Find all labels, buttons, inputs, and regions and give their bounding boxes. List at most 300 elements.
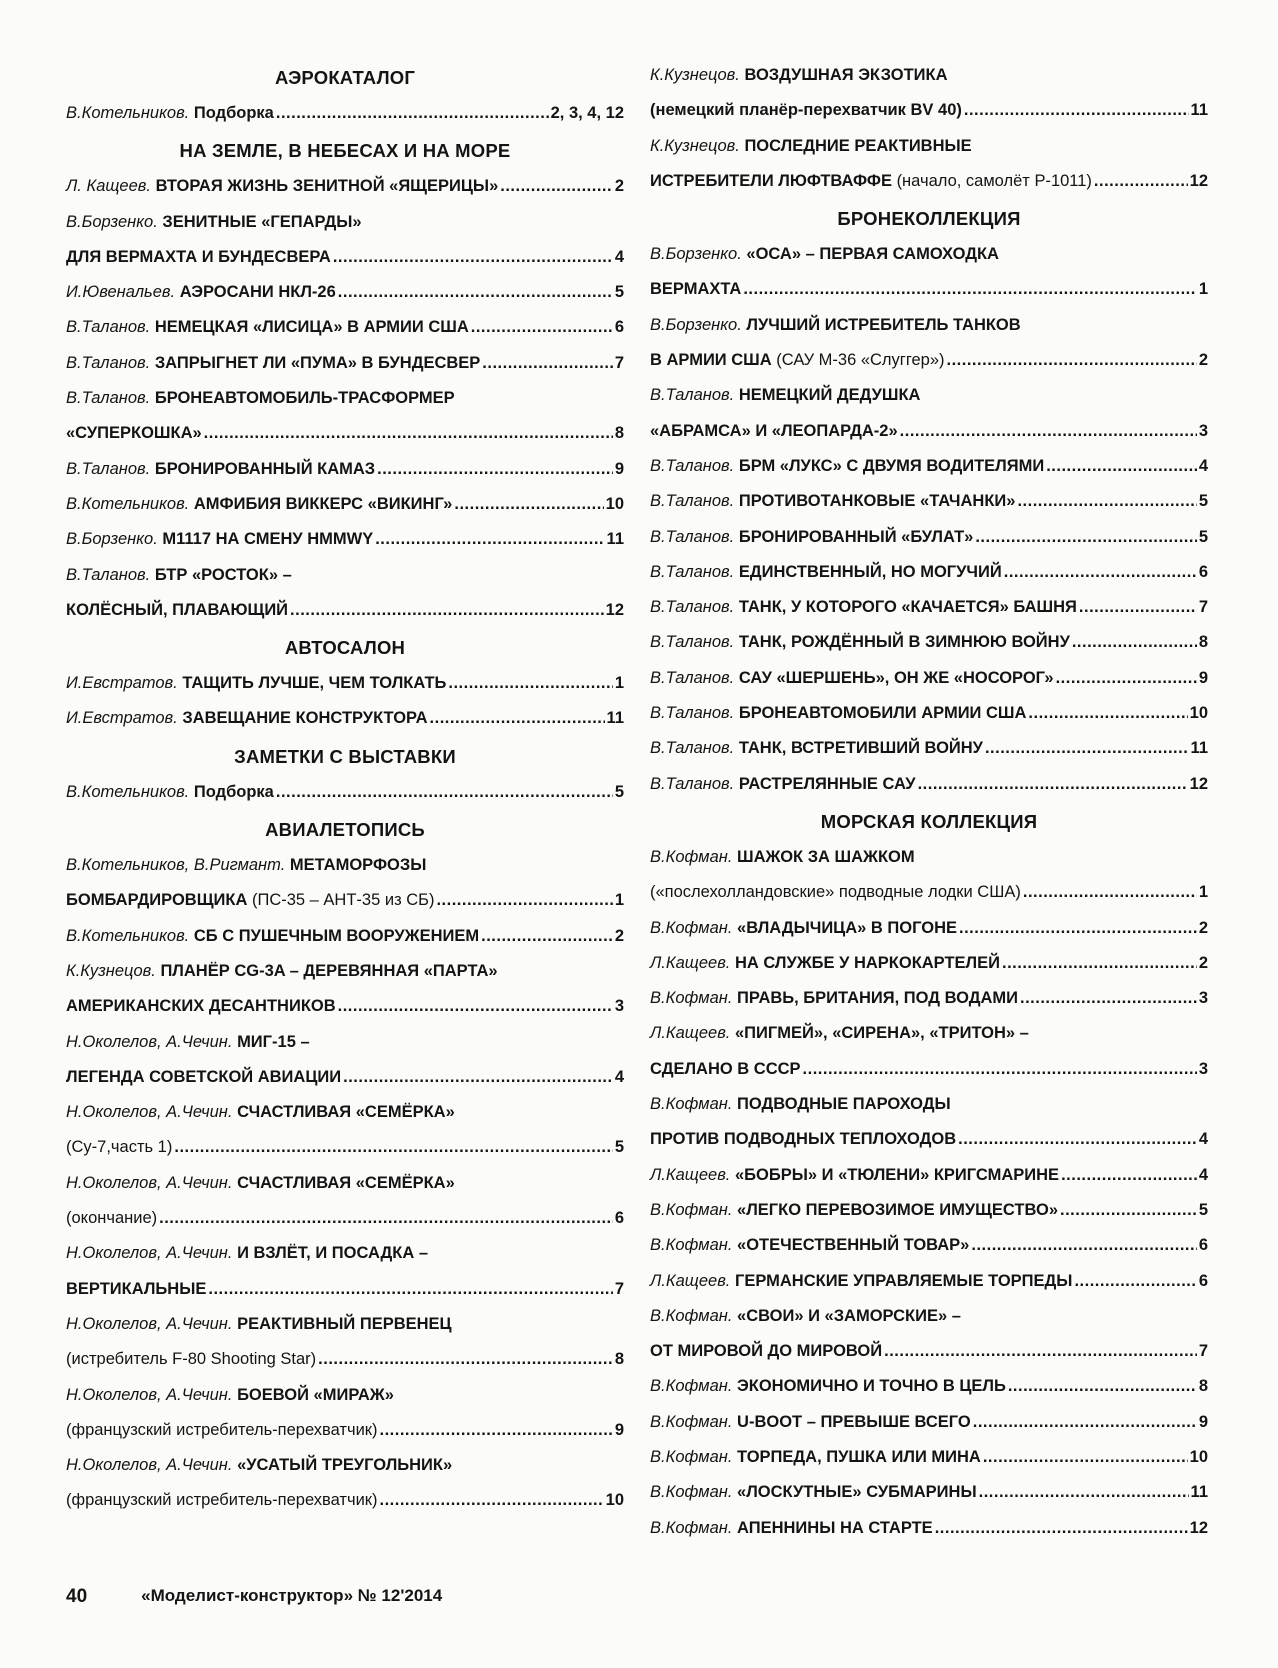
entry-title: БРМ «ЛУКС» С ДВУМЯ ВОДИТЕЛЯМИ [738, 456, 1045, 475]
dot-leader [958, 1122, 1197, 1157]
entry-page-number: 10 [1189, 1447, 1208, 1466]
entry-author: В.Таланов. [650, 704, 735, 723]
entry-title: «ОТЕЧЕСТВЕННЫЙ ТОВАР» [737, 1236, 970, 1255]
entry-page-number: 5 [1198, 492, 1208, 511]
entry-author: В.Таланов. [66, 459, 151, 478]
entry-title: БРОНЕАВТОМОБИЛИ АРМИИ США [738, 704, 1027, 723]
entry-title: ПРАВЬ, БРИТАНИЯ, ПОД ВОДАМИ [737, 989, 1018, 1008]
entry-title: «ПИГМЕЙ», «СИРЕНА», «ТРИТОН» – [734, 1024, 1029, 1043]
entry-title: БОМБАРДИРОВЩИКА [66, 891, 248, 910]
entry-author: В.Кофман. [650, 1447, 733, 1466]
dot-leader [454, 487, 603, 522]
footer-page-number: 40 [66, 1586, 88, 1607]
toc-entry [650, 555, 1208, 590]
toc-entry [650, 1264, 1208, 1299]
entry-title: ПОСЛЕДНИЕ РЕАКТИВНЫЕ [744, 136, 972, 155]
dot-leader [430, 701, 605, 736]
entry-page-number: 6 [614, 1209, 624, 1228]
entry-author: В.Борзенко. [66, 530, 158, 549]
entry-title: БОЕВОЙ «МИРАЖ» [237, 1385, 394, 1404]
toc-entry [650, 343, 1208, 378]
dot-leader [1008, 1369, 1197, 1404]
toc-entry [66, 169, 624, 204]
entry-title: СБ С ПУШЕЧНЫМ ВООРУЖЕНИЕМ [193, 926, 480, 945]
entry-title: ПРОТИВ ПОДВОДНЫХ ТЕПЛОХОДОВ [650, 1130, 957, 1149]
entry-note: (САУ М-36 «Слуггер») [776, 351, 945, 370]
entry-page-number: 7 [614, 353, 624, 372]
section-heading: АВИАЛЕТОПИСЬ [265, 819, 425, 841]
toc-entry [650, 911, 1208, 946]
entry-title: ПЛАНЁР CG-3A – ДЕРЕВЯННАЯ «ПАРТА» [160, 961, 498, 980]
entry-author: В.Борзенко. [650, 315, 742, 334]
toc-entry [66, 883, 624, 918]
entry-title: ЗЕНИТНЫЕ «ГЕПАРДЫ» [162, 212, 362, 231]
entry-page-number: 1 [614, 891, 624, 910]
entry-author: В.Кофман. [650, 1377, 733, 1396]
entry-page-number: 2 [614, 177, 624, 196]
entry-page-number: 2, 3, 4, 12 [550, 104, 624, 122]
toc-entry [66, 381, 624, 416]
entry-note: (истребитель F-80 Shooting Star) [66, 1350, 317, 1369]
entry-page-number: 2 [614, 926, 624, 945]
toc-entry [66, 1307, 624, 1342]
entry-page-number: 5 [1198, 1200, 1208, 1219]
toc-entry [650, 414, 1208, 449]
toc-entry [66, 1201, 624, 1236]
entry-title: «ЛЕГКО ПЕРЕВОЗИМОЕ ИМУЩЕСТВО» [737, 1200, 1058, 1219]
entry-title: M1117 НА СМЕНУ HMMWY [162, 530, 374, 549]
entry-title: ВЕРМАХТА [650, 280, 742, 299]
entry-title: ЛЕГЕНДА СОВЕТСКОЙ АВИАЦИИ [66, 1067, 342, 1086]
entry-title: СЧАСТЛИВАЯ «СЕМЁРКА» [237, 1173, 455, 1192]
entry-page-number: 10 [605, 494, 624, 513]
dot-leader [338, 989, 613, 1024]
entry-page-number: 12 [605, 600, 624, 619]
dot-leader [1072, 625, 1197, 660]
entry-title: ВЕРТИКАЛЬНЫЕ [66, 1279, 207, 1298]
dot-leader [174, 1130, 612, 1165]
toc-entry [66, 558, 624, 593]
entry-author: В.Таланов. [650, 774, 735, 793]
entry-author: В.Кофман. [650, 847, 733, 866]
dot-leader [971, 1228, 1196, 1263]
entry-title: МИГ-15 – [237, 1032, 310, 1051]
entry-author: В.Котельников. [66, 494, 190, 513]
entry-page-number: 5 [614, 283, 624, 302]
toc-entry [66, 1342, 624, 1377]
entry-author: В.Котельников. [66, 782, 190, 801]
entry-author: В.Таланов. [66, 565, 151, 584]
toc-entry [66, 775, 624, 810]
entry-title: ЛУЧШИЙ ИСТРЕБИТЕЛЬ ТАНКОВ [746, 315, 1021, 334]
entry-author: В.Кофман. [650, 1306, 733, 1325]
toc-entry [66, 1025, 624, 1060]
entry-note: (ПС-35 – АНТ-35 из СБ) [251, 891, 435, 910]
toc-entry [650, 1016, 1208, 1051]
entry-page-number: 9 [614, 459, 624, 478]
toc-entry [650, 1228, 1208, 1263]
dot-leader [1017, 484, 1196, 519]
toc-entry [66, 452, 624, 487]
entry-author: И.Евстратов. [66, 674, 178, 693]
entry-author: Н.Околелов, А.Чечин. [66, 1314, 233, 1333]
entry-author: Н.Околелов, А.Чечин. [66, 1385, 233, 1404]
entry-title: СДЕЛАНО В СССР [650, 1059, 801, 1078]
entry-author: В.Кофман. [650, 1412, 733, 1431]
toc-entry [66, 205, 624, 240]
entry-author: В.Таланов. [650, 562, 735, 581]
entry-title: ТОРПЕДА, ПУШКА ИЛИ МИНА [737, 1447, 981, 1466]
entry-title: БРОНИРОВАННЫЙ КАМАЗ [154, 459, 376, 478]
toc-entry [66, 666, 624, 701]
dot-leader [204, 416, 613, 451]
toc-entry [650, 308, 1208, 343]
dot-leader [318, 1342, 613, 1377]
entry-page-number: 4 [1198, 1130, 1208, 1149]
entry-page-number: 8 [1198, 1377, 1208, 1396]
entry-author: И.Евстратов. [66, 709, 178, 728]
entry-page-number: 5 [1198, 527, 1208, 546]
toc-entry [650, 58, 1208, 93]
entry-title: «АБРАМСА» И «ЛЕОПАРДА-2» [650, 421, 898, 440]
dot-leader [979, 1475, 1189, 1510]
toc-entry [66, 1236, 624, 1271]
entry-title: ТАНК, РОЖДЁННЫЙ В ЗИМНЮЮ ВОЙНУ [738, 633, 1070, 652]
toc-entry [66, 487, 624, 522]
entry-title: БРОНИРОВАННЫЙ «БУЛАТ» [738, 527, 974, 546]
entry-page-number: 5 [614, 1138, 624, 1157]
entry-author: В.Кофман. [650, 1483, 733, 1502]
section-heading: БРОНЕКОЛЛЕКЦИЯ [837, 208, 1021, 230]
dot-leader [338, 275, 613, 310]
dot-leader [481, 919, 613, 954]
entry-title: «БОБРЫ» И «ТЮЛЕНИ» КРИГСМАРИНЕ [734, 1165, 1060, 1184]
entry-page-number: 10 [1189, 704, 1208, 723]
entry-author: В.Кофман. [650, 1200, 733, 1219]
toc-entry [66, 1378, 624, 1413]
dot-leader [276, 96, 549, 131]
entry-title: АМФИБИЯ ВИККЕРС «ВИКИНГ» [193, 494, 453, 513]
entry-author: В.Таланов. [66, 389, 151, 408]
entry-title: КОЛЁСНЫЙ, ПЛАВАЮЩИЙ [66, 600, 289, 619]
entry-author: В.Таланов. [650, 598, 735, 617]
toc-left-column [66, 58, 624, 1519]
entry-page-number: 8 [614, 1350, 624, 1369]
toc-right-column [650, 58, 1208, 1546]
entry-author: Л.Кащеев. [650, 1165, 731, 1184]
entry-page-number: 9 [614, 1420, 624, 1439]
toc-entry [650, 661, 1208, 696]
entry-author: И.Ювенальев. [66, 283, 176, 302]
toc-entry [650, 1475, 1208, 1510]
toc-entry [66, 240, 624, 275]
entry-author: Н.Околелов, А.Чечин. [66, 1032, 233, 1051]
dot-leader [1020, 981, 1197, 1016]
toc-entry [66, 701, 624, 736]
entry-page-number: 7 [614, 1279, 624, 1298]
entry-title: САУ «ШЕРШЕНЬ», ОН ЖЕ «НОСОРОГ» [738, 668, 1054, 687]
toc-entry [650, 731, 1208, 766]
entry-title: И ВЗЛЁТ, И ПОСАДКА – [237, 1244, 429, 1263]
dot-leader [380, 1483, 604, 1518]
toc-entry [66, 346, 624, 381]
toc-entry [650, 272, 1208, 307]
dot-leader [500, 169, 613, 204]
entry-author: В.Кофман. [650, 1095, 733, 1114]
toc-entry [650, 237, 1208, 272]
toc-entry [650, 378, 1208, 413]
entry-title: СЧАСТЛИВАЯ «СЕМЁРКА» [237, 1103, 455, 1122]
entry-page-number: 12 [1189, 1518, 1208, 1537]
entry-page-number: 6 [1198, 1271, 1208, 1290]
dot-leader [985, 731, 1189, 766]
entry-author: В.Таланов. [650, 633, 735, 652]
dot-leader [964, 93, 1189, 128]
entry-author: Л.Кащеев. [650, 953, 731, 972]
entry-page-number: 4 [614, 247, 624, 266]
toc-entry [66, 1483, 624, 1518]
toc-entry [650, 1369, 1208, 1404]
dot-leader [973, 1405, 1197, 1440]
entry-title: «ОСА» – ПЕРВАЯ САМОХОДКА [746, 245, 999, 264]
entry-author: В.Таланов. [650, 739, 735, 758]
toc-entry [66, 593, 624, 628]
toc-entry [650, 946, 1208, 981]
section-heading: МОРСКАЯ КОЛЛЕКЦИЯ [820, 810, 1038, 832]
entry-page-number: 2 [1198, 918, 1208, 937]
entry-title: ПРОТИВОТАНКОВЫЕ «ТАЧАНКИ» [738, 492, 1016, 511]
entry-title: БРОНЕАВТОМОБИЛЬ-ТРАСФОРМЕР [154, 389, 455, 408]
toc-entry [66, 96, 624, 131]
dot-leader [1060, 1193, 1197, 1228]
toc-entry [650, 1440, 1208, 1475]
entry-note: («послехолландовские» подводные лодки США) [650, 883, 1021, 902]
entry-title: ОТ МИРОВОЙ ДО МИРОВОЙ [650, 1342, 883, 1361]
dot-leader [1056, 661, 1197, 696]
toc-entry [650, 449, 1208, 484]
entry-page-number: 7 [1198, 1342, 1208, 1361]
footer-magazine-title: «Моделист-конструктор» № 12'2014 [141, 1586, 443, 1605]
dot-leader [947, 343, 1197, 378]
toc-entry [650, 1334, 1208, 1369]
dot-leader [1028, 696, 1187, 731]
entry-page-number: 1 [1198, 883, 1208, 902]
entry-author: К.Кузнецов. [650, 66, 740, 84]
entry-author: В.Борзенко. [650, 245, 742, 264]
entry-author: В.Котельников. [66, 104, 190, 122]
entry-title: АПЕННИНЫ НА СТАРТЕ [737, 1518, 933, 1537]
entry-title: Подборка [193, 104, 274, 122]
entry-page-number: 6 [1198, 562, 1208, 581]
toc-entry [650, 484, 1208, 519]
entry-page-number: 4 [1198, 456, 1208, 475]
dot-leader [1074, 1264, 1196, 1299]
dot-leader [471, 310, 613, 345]
entry-page-number: 11 [1190, 101, 1208, 120]
toc-entry [66, 1413, 624, 1448]
entry-title: НА СЛУЖБЕ У НАРКОКАРТЕЛЕЙ [734, 953, 1000, 972]
toc-entry [650, 129, 1208, 164]
entry-page-number: 6 [1198, 1236, 1208, 1255]
toc-entry [650, 696, 1208, 731]
toc-entry [650, 981, 1208, 1016]
toc-entry [650, 1052, 1208, 1087]
entry-author: Л. Кащеев. [66, 177, 151, 196]
entry-author: В.Борзенко. [66, 212, 158, 231]
page-footer [66, 1586, 442, 1608]
dot-leader [276, 775, 613, 810]
entry-title: МЕТАМОРФОЗЫ [289, 856, 427, 875]
dot-leader [983, 1440, 1188, 1475]
dot-leader [959, 911, 1197, 946]
entry-page-number: 8 [614, 424, 624, 443]
dot-leader [380, 1413, 613, 1448]
toc-entry [650, 93, 1208, 128]
toc-entry [650, 840, 1208, 875]
section-heading: АЭРОКАТАЛОГ [274, 67, 416, 88]
dot-leader [159, 1201, 613, 1236]
entry-author: Н.Околелов, А.Чечин. [66, 1456, 233, 1475]
entry-page-number: 5 [614, 782, 624, 801]
entry-page-number: 11 [606, 709, 624, 728]
entry-author: К.Кузнецов. [66, 961, 156, 980]
entry-author: Н.Околелов, А.Чечин. [66, 1103, 233, 1122]
entry-author: В.Таланов. [66, 353, 151, 372]
toc-entry [650, 520, 1208, 555]
toc-entry [650, 164, 1208, 199]
entry-page-number: 4 [1198, 1165, 1208, 1184]
entry-page-number: 11 [1190, 1483, 1208, 1502]
entry-title: В АРМИИ США [650, 351, 772, 370]
dot-leader [333, 240, 613, 275]
entry-page-number: 1 [1198, 280, 1208, 299]
section-heading: АВТОСАЛОН [284, 637, 406, 659]
entry-note: (французский истребитель-перехватчик) [66, 1491, 378, 1510]
entry-note: (французский истребитель-перехватчик) [66, 1420, 378, 1439]
entry-author: В.Кофман. [650, 1518, 733, 1537]
entry-title: «ВЛАДЫЧИЦА» В ПОГОНЕ [737, 918, 957, 937]
entry-title: U-BOOT – ПРЕВЫШЕ ВСЕГО [737, 1412, 971, 1431]
entry-page-number: 8 [1198, 633, 1208, 652]
toc-entry [66, 310, 624, 345]
entry-page-number: 12 [1189, 774, 1208, 793]
entry-title: НЕМЕЦКИЙ ДЕДУШКА [738, 386, 921, 405]
toc-entry [66, 522, 624, 557]
entry-author: В.Котельников. [66, 926, 190, 945]
dot-leader [884, 1334, 1197, 1369]
entry-author: В.Кофман. [650, 989, 733, 1008]
entry-title: ГЕРМАНСКИЕ УПРАВЛЯЕМЫЕ ТОРПЕДЫ [734, 1271, 1073, 1290]
entry-page-number: 10 [605, 1491, 624, 1510]
toc-entry [66, 989, 624, 1024]
entry-author: Л.Кащеев. [650, 1271, 731, 1290]
dot-leader [482, 346, 613, 381]
entry-title: ПОДВОДНЫЕ ПАРОХОДЫ [737, 1095, 951, 1114]
toc-entry [66, 954, 624, 989]
entry-page-number: 9 [1198, 668, 1208, 687]
entry-page-number: 2 [1198, 953, 1208, 972]
entry-title: АЭРОСАНИ НКЛ-26 [179, 283, 336, 302]
dot-leader [290, 593, 604, 628]
dot-leader [377, 452, 613, 487]
dot-leader [1004, 555, 1197, 590]
toc-entry [650, 625, 1208, 660]
toc-entry [650, 1158, 1208, 1193]
toc-entry [66, 1095, 624, 1130]
entry-title: ЗАВЕЩАНИЕ КОНСТРУКТОРА [182, 709, 428, 728]
toc-entry [66, 1166, 624, 1201]
entry-author: В.Таланов. [650, 527, 735, 546]
entry-page-number: 2 [1198, 351, 1208, 370]
entry-page-number: 3 [1198, 1059, 1208, 1078]
entry-title: БТР «РОСТОК» – [154, 565, 292, 584]
toc-entry [650, 1087, 1208, 1122]
dot-leader [1002, 946, 1197, 981]
entry-title: Подборка [193, 782, 274, 801]
entry-author: К.Кузнецов. [650, 136, 740, 155]
entry-page-number: 11 [606, 530, 624, 549]
entry-author: В.Таланов. [650, 668, 735, 687]
entry-title: (немецкий планёр-перехватчик BV 40) [650, 101, 962, 120]
toc-entry [650, 1122, 1208, 1157]
toc-entry [66, 1448, 624, 1483]
entry-title: РЕАКТИВНЫЙ ПЕРВЕНЕЦ [237, 1314, 452, 1333]
section-heading: НА ЗЕМЛЕ, В НЕБЕСАХ И НА МОРЕ [179, 140, 511, 162]
dot-leader [448, 666, 612, 701]
entry-author: В.Котельников, В.Ригмант. [66, 856, 286, 875]
entry-page-number: 3 [1198, 989, 1208, 1008]
entry-title: «ЛОСКУТНЫЕ» СУБМАРИНЫ [737, 1483, 977, 1502]
entry-page-number: 11 [1190, 739, 1208, 758]
entry-title: ЗАПРЫГНЕТ ЛИ «ПУМА» В БУНДЕСВЕР [154, 353, 481, 372]
toc-entry [66, 1060, 624, 1095]
section-heading: ЗАМЕТКИ С ВЫСТАВКИ [234, 745, 456, 767]
toc-entry [650, 1193, 1208, 1228]
entry-author: Л.Кащеев. [650, 1024, 731, 1043]
dot-leader [1079, 590, 1197, 625]
entry-note: (Су-7,часть 1) [66, 1138, 173, 1157]
dot-leader [900, 414, 1197, 449]
toc-entry [66, 1272, 624, 1307]
entry-page-number: 9 [1198, 1412, 1208, 1431]
dot-leader [1094, 164, 1188, 199]
entry-title: ТАНК, ВСТРЕТИВШИЙ ВОЙНУ [738, 739, 983, 758]
entry-title: ЭКОНОМИЧНО И ТОЧНО В ЦЕЛЬ [737, 1377, 1006, 1396]
entry-page-number: 3 [614, 997, 624, 1016]
entry-title: ИСТРЕБИТЕЛИ ЛЮФТВАФФЕ [650, 171, 892, 190]
entry-author: Н.Околелов, А.Чечин. [66, 1173, 233, 1192]
entry-page-number: 6 [614, 318, 624, 337]
toc-entry [650, 1511, 1208, 1546]
entry-page-number: 4 [614, 1067, 624, 1086]
toc-entry [650, 1405, 1208, 1440]
toc-entry [66, 848, 624, 883]
dot-leader [975, 520, 1196, 555]
dot-leader [803, 1052, 1197, 1087]
dot-leader [436, 883, 612, 918]
entry-title: ВОЗДУШНАЯ ЭКЗОТИКА [744, 66, 948, 84]
toc-entry [66, 416, 624, 451]
toc-entry [66, 275, 624, 310]
dot-leader [343, 1060, 613, 1095]
entry-title: РАСТРЕЛЯННЫЕ САУ [738, 774, 916, 793]
entry-page-number: 1 [614, 674, 624, 693]
entry-title: «СУПЕРКОШКА» [66, 424, 202, 443]
entry-author: В.Кофман. [650, 918, 733, 937]
toc-entry [66, 919, 624, 954]
entry-title: ТАНК, У КОТОРОГО «КАЧАЕТСЯ» БАШНЯ [738, 598, 1077, 617]
entry-author: В.Таланов. [650, 492, 735, 511]
